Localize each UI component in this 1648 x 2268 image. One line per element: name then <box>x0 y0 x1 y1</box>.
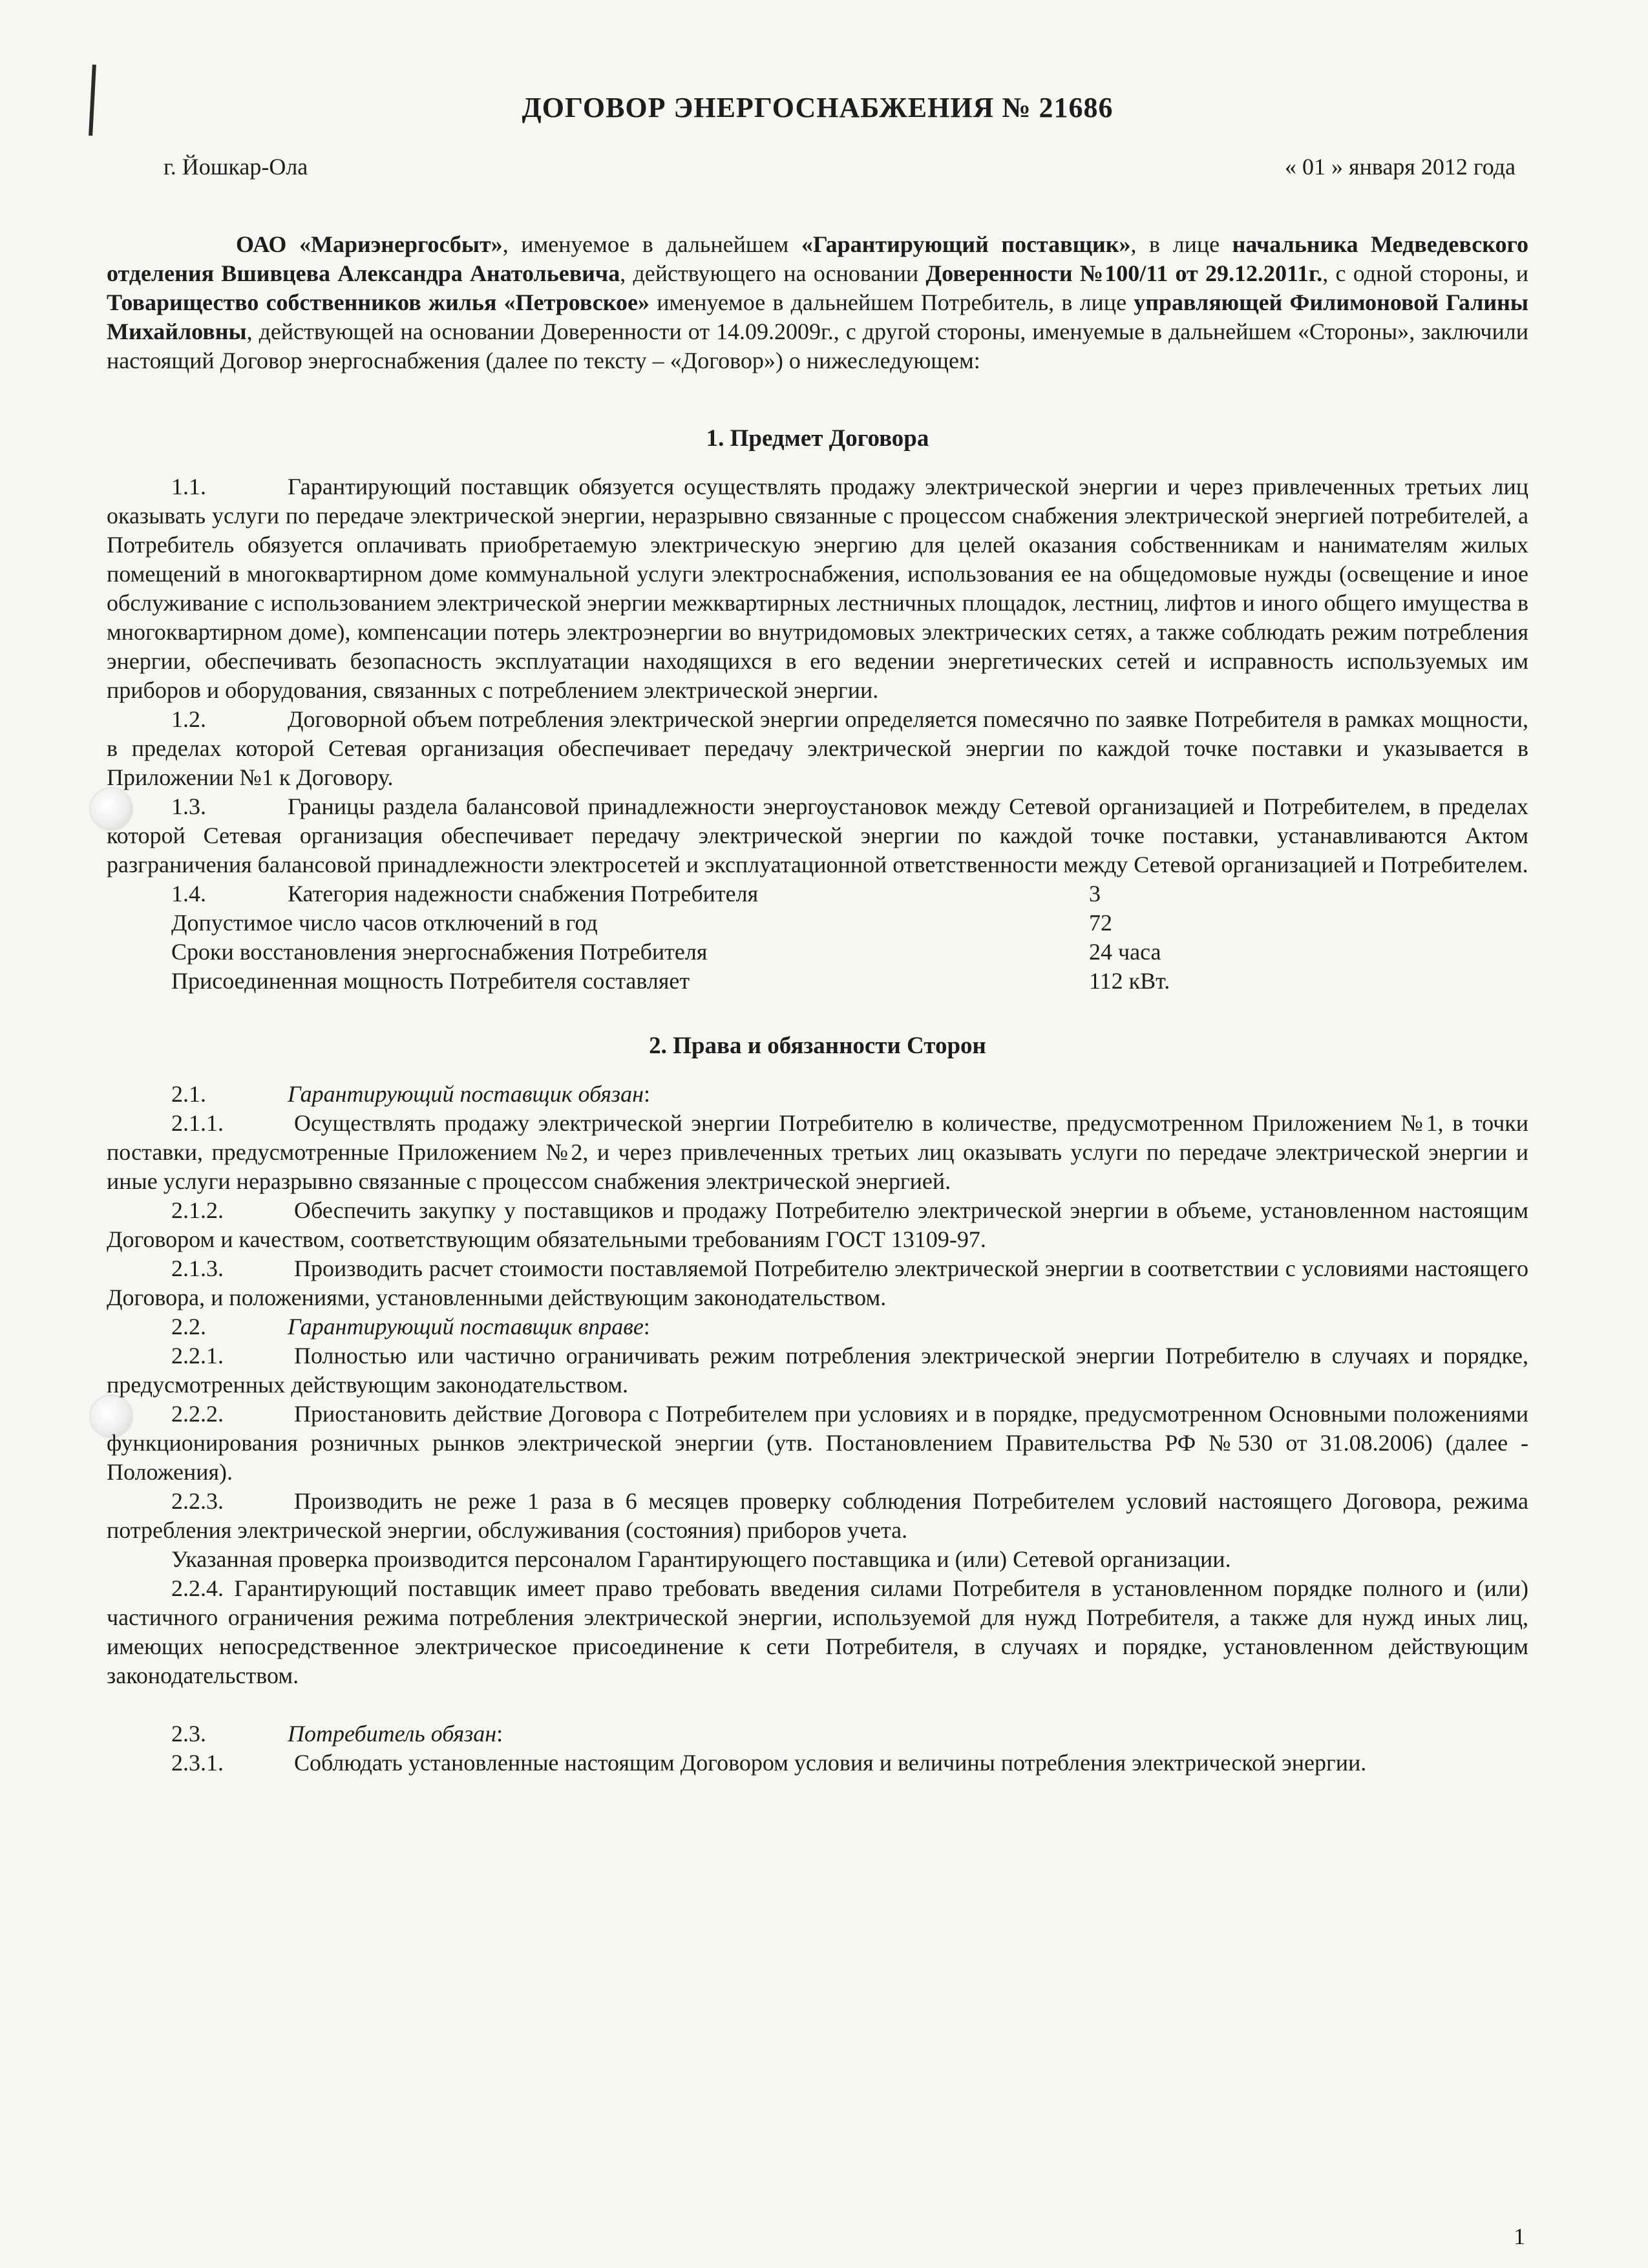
clause: 2.2.4. Гарантирующий поставщик имеет право требовать введения силами Потребителя в установленном порядке полного и (или) частичного ограничения режима потребления электрической энергии, используемой для нужд Потребителя, а также для нужд иных лиц, имеющих непосредственное электрическое присоединение к сети Потребителя, в случаях и порядке, установленном действующим законодательством. <box>107 1575 1528 1688</box>
clause: 2.1.3. Производить расчет стоимости поставляемой Потребителю электрической энергии в соответствии с условиями настоящего Договора, и положениями, установленными действующим законодательством. <box>107 1255 1528 1310</box>
clause: 2.2.3. Производить не реже 1 раза в 6 месяцев проверку соблюдения Потребителем условий настоящего Договора, режима потребления электрической энергии, обслуживания (состояния) приборов учета. <box>107 1488 1528 1543</box>
city: г. Йошкар-Ола <box>164 154 308 180</box>
clause: 2.1.1. Осуществлять продажу электрической энергии Потребителю в количестве, предусмотренном Приложением №1, в точки поставки, предусмотренные Приложением №2, и через привлеченных третьих лиц оказывать услуги по передаче электрической энергии и иные услуги неразрывно связанные с процессом снабжения электрической энергией. <box>107 1110 1528 1194</box>
clause: 2.2.2. Приостановить действие Договора с Потребителем при условиях и в порядке, предусмотренном Основными положениями функционирования розничных рынков электрической энергии (утв. Постановлением Правительства РФ №530 от 31.08.2006) (далее - Положения). <box>107 1401 1528 1485</box>
preamble: ОАО «Мариэнергосбыт», именуемое в дальнейшем «Гарантирующий поставщик», в лице начальника Медведевского отделения Вшивцева Александра Анатольевича, действующего на основании Доверенности №100/11 от 29.12.2011г., с одной стороны, и Товарищество собственников жилья «Петровское» именуемое в дальнейшем Потребитель, в лице управляющей Филимоновой Галины Михайловны, действующей на основании Доверенности от 14.09.2009г., с другой стороны, именуемые в дальнейшем «Стороны», заключили настоящий Договор энергоснабжения (далее по тексту – «Договор») о нижеследующем: <box>107 231 1529 373</box>
clause: Указанная проверка производится персоналом Гарантирующего поставщика и (или) Сетевой организации. <box>171 1546 1231 1572</box>
clause-heading: 2.3. Потребитель обязан: <box>171 1721 503 1747</box>
clause: 1.2. Договорной объем потребления электрической энергии определяется помесячно по заявке Потребителя в рамках мощности, в пределах которой Сетевая организация обеспечивает передачу электрической энергии по каждой точке поставки и указывается в Приложении №1 к Договору. <box>107 706 1528 790</box>
clause-heading: 2.1. Гарантирующий поставщик обязан: <box>171 1081 650 1107</box>
section-heading: 2. Права и обязанности Сторон <box>649 1033 986 1059</box>
clause: 2.1.2. Обеспечить закупку у поставщиков и продажу Потребителю электрической энергии в объеме, установленном настоящим Договором и качеством, соответствующим обязательными требованиям ГОСТ 13109-97. <box>107 1197 1528 1252</box>
document-title: ДОГОВОР ЭНЕРГОСНАБЖЕНИЯ № 21686 <box>522 92 1114 123</box>
place-date-line <box>107 152 1528 182</box>
section-heading: 1. Предмет Договора <box>706 425 929 452</box>
pen-mark <box>89 65 96 136</box>
reliability-table: 1.4. Категория надежности снабжения Потребителя 3 Допустимое число часов отключений в год 72 Сроки восстановления энергоснабжения Потребителя 24 часа Присоединенная мощность Потребителя составляет 112 кВт. <box>171 881 1170 994</box>
page-number: 1 <box>1514 2223 1525 2249</box>
document-body <box>107 90 1528 1778</box>
clause: 1.1. Гарантирующий поставщик обязуется осуществлять продажу электрической энергии и через привлеченных третьих лиц оказывать услуги по передаче электрической энергии, неразрывно связанные с процессом снабжения электрической энергией потребителей, а Потребитель обязуется оплачивать приобретаемую электрическую энергию для целей оказания собственникам и нанимателям жилых помещений в многоквартирном доме коммунальной услуги электроснабжения, использования ее на общедомовые нужды (освещение и иное обслуживание с использованием электрической энергии межквартирных лестничных площадок, лестниц, лифтов и иного общего имущества в многоквартирном доме), компенсации потерь электроэнергии во внутридомовых электрических сетях, а также соблюдать режим потребления энергии, обеспечивать безопасность эксплуатации находящихся в его ведении энергетических сетей и исправность используемых им приборов и оборудования, связанных с потреблением электрической энергии. <box>107 474 1528 703</box>
clause-heading: 2.2. Гарантирующий поставщик вправе: <box>171 1314 650 1339</box>
contract-date: « 01 » января 2012 года <box>1284 154 1516 180</box>
clause: 2.2.1. Полностью или частично ограничивать режим потребления электрической энергии Потребителю в случаях и порядке, предусмотренных действующим законодательством. <box>107 1343 1528 1398</box>
clause: 1.3. Границы раздела балансовой принадлежности энергоустановок между Сетевой организацией и Потребителем, в пределах которой Сетевая организация обеспечивает передачу электрической энергии по каждой точке поставки, устанавливаются Актом разграничения балансовой принадлежности электросетей и эксплуатационной ответственности между Сетевой организацией и Потребителем. <box>107 793 1528 877</box>
clause: 2.3.1. Соблюдать установленные настоящим Договором условия и величины потребления электрической энергии. <box>171 1750 1367 1776</box>
